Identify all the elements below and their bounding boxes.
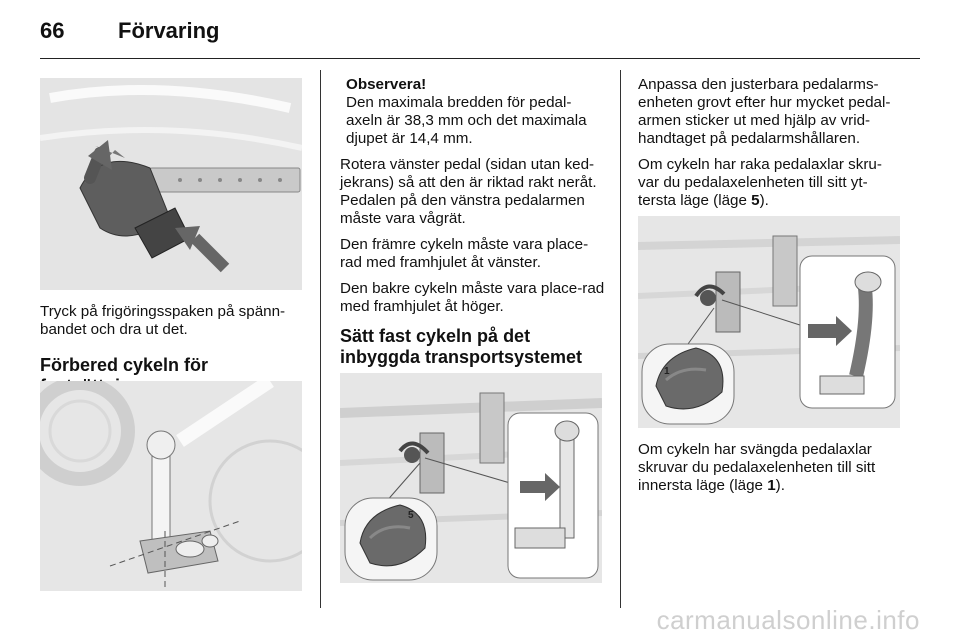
prepare-bike-heading: Förbered cykeln för [40,355,209,375]
straight-pedal-text: Om cykeln har raka pedalaxlar skru-var du pedalaxelenheten till sitt yt-tersta läge (läge [638,156,882,209]
rotate-pedal-paragraph: Rotera vänster pedal (sidan utan ked-jekrans) så att den är riktad rakt neråt. Pedalen på den vänstra pedalarmen måste vara vågrät. [340,156,597,227]
curved-position-value: 1 [767,477,776,494]
curved-pedal-paragraph [638,441,903,495]
column-3-text-bottom [638,441,903,503]
straight-position-value: 5 [751,192,760,209]
curved-pedal-text-end: ). [775,477,785,494]
column-divider-1 [320,70,321,608]
adjust-pedal-arm-paragraph: Anpassa den justerbara pedalarms-enheten grovt efter hur mycket pedal-armen sticker ut med hjälp av vrid-handtaget på pedalarmshållaren. [638,76,891,147]
knob-position-label: 5 [408,510,414,521]
note-title: Observera! [346,76,427,93]
strap-release-caption: Tryck på frigöringsspaken på spänn-bandet och dra ut det. [40,303,286,338]
section-title: Förvaring [118,18,220,43]
rear-bike-paragraph: Den bakre cykeln måste vara place-rad med framhjulet åt höger. [340,280,605,315]
column-2-text [340,76,605,368]
pedal-position-illustration [40,381,302,591]
straight-pedal-paragraph [638,156,903,210]
column-3-text [638,76,903,218]
note-box [340,76,605,148]
pedal-holder-illustration-b [638,216,900,428]
column-divider-2 [620,70,621,608]
curved-pedal-text: Om cykeln har svängda pedalaxlar skruvar du pedalaxelenheten till sitt innersta läge (läge [638,441,876,494]
page-header [40,18,920,48]
pedal-holder-illustration-a [340,373,602,583]
site-watermark: carmanualsonline.info [656,605,920,635]
knob-position-label: 1 [664,366,670,377]
front-bike-paragraph: Den främre cykeln måste vara place-rad med framhjulet åt vänster. [340,236,589,271]
strap-release-illustration [40,78,302,290]
note-text: Den maximala bredden för pedal-axeln är 38,3 mm och det maximala djupet är 14,4 mm. [346,94,587,147]
page-number: 66 [40,18,65,43]
header-rule [40,58,920,59]
attach-bike-heading: Sätt fast cykeln på det inbyggda transportsystemet [340,326,583,367]
straight-pedal-text-end: ). [759,192,769,209]
